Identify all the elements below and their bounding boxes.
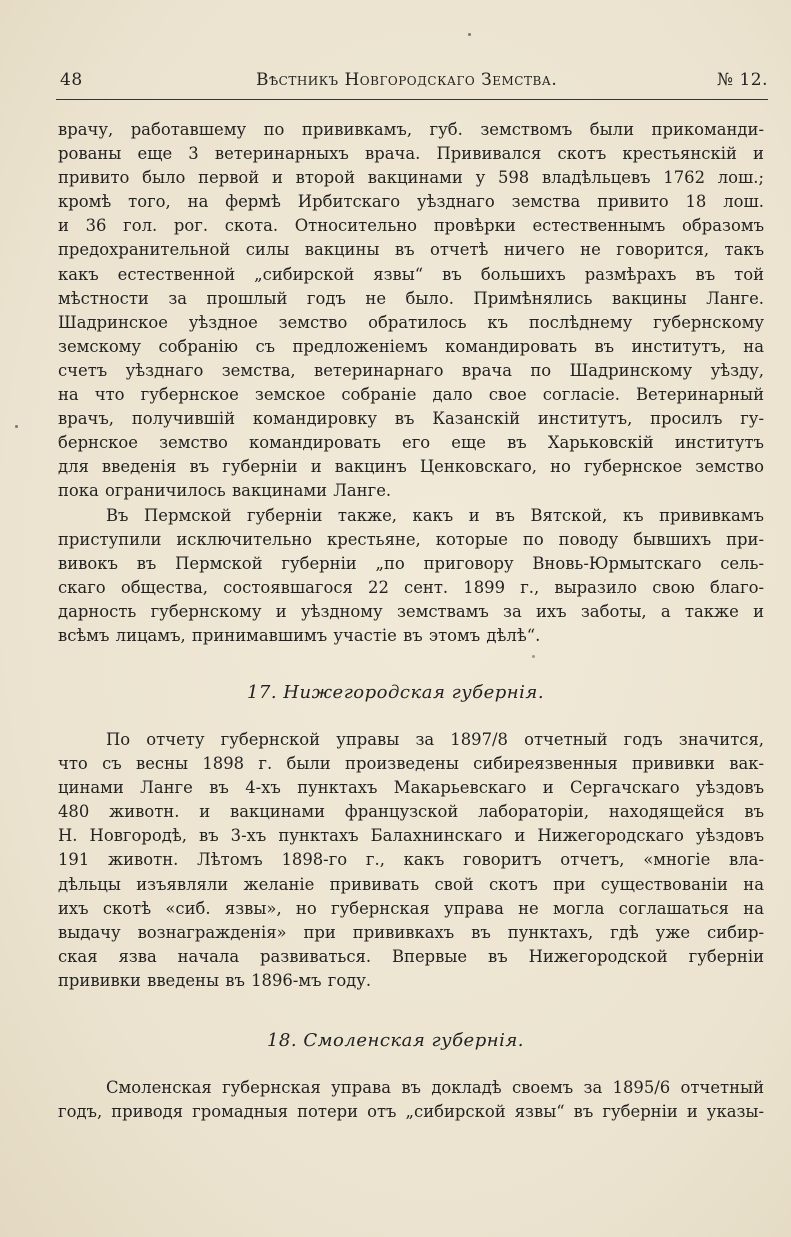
- text-line: цинами Ланге въ 4-хъ пунктахъ Макарьевскаго и Сергачскаго уѣздовъ: [58, 778, 764, 798]
- section-17-heading: 17. Нижегородская губернія.: [246, 682, 545, 703]
- text-line: дѣльцы изъявляли желаніе прививать свой скотъ при существованіи на: [58, 874, 764, 894]
- journal-title: Вѣстникъ Новгородскаго Земства.: [256, 70, 558, 90]
- section-18-heading: 18. Смоленская губернія.: [266, 1030, 524, 1051]
- section-17-body: [58, 728, 764, 993]
- text-line: дарность губернскому и уѣздному земствамъ за ихъ заботы, а также и: [58, 601, 764, 621]
- text-line: счетъ уѣзднаго земства, ветеринарнаго врача по Шадринскому уѣзду,: [58, 360, 764, 380]
- text-line: По отчету губернской управы за 1897/8 отчетный годъ значится,: [106, 730, 764, 749]
- text-line: какъ естественной „сибирской язвы“ въ большихъ размѣрахъ въ той: [58, 264, 764, 284]
- text-line: вивокъ въ Пермской губерніи „по приговору Вновь-Юрмытскаго сель-: [58, 553, 764, 573]
- text-line: Шадринское уѣздное земство обратилось къ послѣднему губернскому: [58, 312, 764, 332]
- text-line: что съ весны 1898 г. были произведены сибиреязвенныя прививки вак-: [58, 754, 764, 774]
- page-number: 48: [60, 70, 83, 90]
- paper-speck: [532, 655, 535, 658]
- text-line: мѣстности за прошлый годъ не было. Примѣнялись вакцины Ланге.: [58, 288, 764, 308]
- header-rule: [56, 99, 768, 100]
- text-line: прививки введены въ 1896-мъ году.: [58, 970, 372, 990]
- issue-number: № 12.: [716, 70, 768, 90]
- text-line: годъ, приводя громадныя потери отъ „сибирской язвы“ въ губерніи и указы-: [58, 1102, 764, 1122]
- text-line: для введенія въ губерніи и вакцинъ Ценковскаго, но губернское земство: [58, 457, 764, 477]
- running-header: [56, 70, 768, 100]
- text-line: скаго общества, состоявшагося 22 сент. 1899 г., выразило свою благо-: [58, 577, 764, 597]
- text-line: привито было первой и второй вакцинами у 598 владѣльцевъ 1762 лош.;: [58, 168, 764, 188]
- text-line: приступили исключительно крестьяне, которые по поводу бывшихъ при-: [58, 529, 764, 549]
- text-line: Смоленская губернская управа въ докладѣ своемъ за 1895/6 отчетный: [106, 1078, 764, 1097]
- text-line: бернское земство командировать его еще въ Харьковскій институтъ: [58, 433, 764, 453]
- text-line: врачъ, получившій командировку въ Казанскій институтъ, просилъ гу-: [58, 409, 764, 429]
- text-line: Въ Пермской губерніи также, какъ и въ Вятской, къ прививкамъ: [106, 505, 764, 525]
- text-line: Н. Новгородѣ, въ 3-хъ пунктахъ Балахнинскаго и Нижегородскаго уѣздовъ: [58, 826, 764, 846]
- paper-speck: [468, 33, 471, 36]
- text-line: и 36 гол. рог. скота. Относительно провѣрки естественнымъ образомъ: [58, 216, 764, 236]
- section-18-body: [58, 1076, 764, 1124]
- paper-speck: [15, 425, 18, 428]
- text-line: врачу, работавшему по прививкамъ, губ. земствомъ были прикоманди-: [58, 120, 764, 139]
- section-16-continuation: [58, 118, 764, 648]
- text-line: кромѣ того, на фермѣ Ирбитскаго уѣзднаго земства привито 18 лош.: [58, 192, 764, 212]
- text-line: выдачу вознагражденія» при прививкахъ въ пунктахъ, гдѣ уже сибир-: [58, 922, 764, 942]
- text-line: рованы еще 3 ветеринарныхъ врача. Прививался скотъ крестьянскій и: [58, 144, 764, 164]
- text-line: ихъ скотѣ «сиб. язвы», но губернская управа не могла соглашаться на: [58, 898, 764, 918]
- text-line: ская язва начала развиваться. Впервые въ Нижегородской губерніи: [58, 946, 764, 966]
- text-line: 480 животн. и вакцинами французской лабораторіи, находящейся въ: [58, 802, 764, 822]
- text-line: всѣмъ лицамъ, принимавшимъ участіе въ этомъ дѣлѣ“.: [58, 625, 541, 645]
- text-line: пока ограничилось вакцинами Ланге.: [58, 481, 392, 501]
- text-line: предохранительной силы вакцины въ отчетѣ ничего не говорится, такъ: [58, 240, 764, 260]
- text-line: 191 животн. Лѣтомъ 1898-го г., какъ говоритъ отчетъ, «многіе вла-: [58, 850, 764, 870]
- text-line: земскому собранію съ предложеніемъ командировать въ институтъ, на: [58, 336, 764, 356]
- text-line: на что губернское земское собраніе дало свое согласіе. Ветеринарный: [58, 385, 764, 405]
